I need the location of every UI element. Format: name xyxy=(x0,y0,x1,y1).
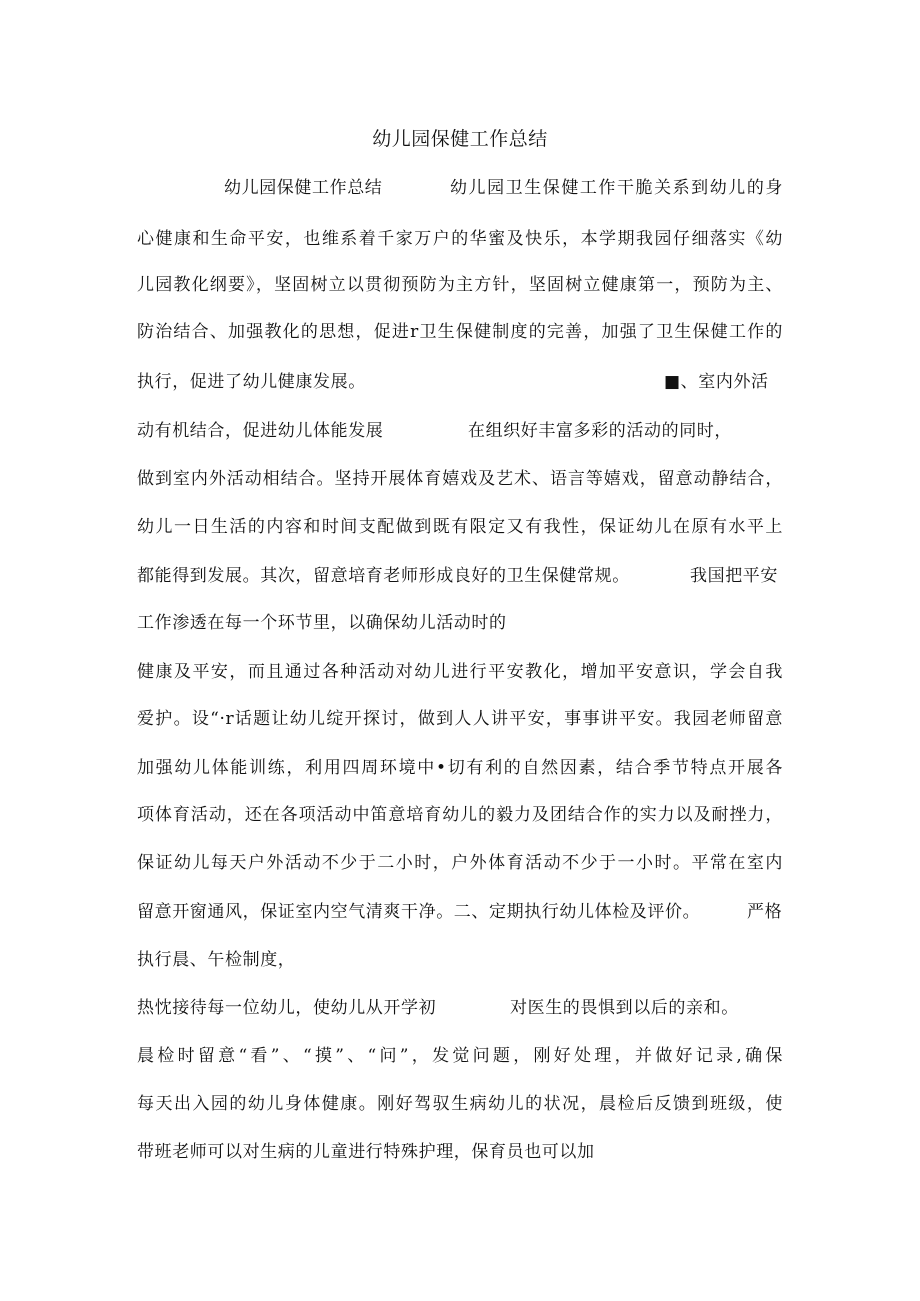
body-line-6b: 在组织好丰富多彩的活动的同时， xyxy=(468,421,732,441)
body-line-20: 每天出入园的幼儿身体健康。刚好驾驭生病幼儿的状况，晨检后反馈到班级，使 xyxy=(137,1094,783,1114)
body-line-14: 项体育活动，还在各项活动中笛意培育幼儿的毅力及团结合作的实力以及耐挫力， xyxy=(137,805,783,825)
body-line-6a: 动有机结合，促进幼儿体能发展 xyxy=(137,421,384,441)
body-line-16b: 严格 xyxy=(747,902,783,922)
body-line-4: 防治结合、加强教化的思想，促进r卫生保健制度的完善，加强了卫生保健工作的 xyxy=(137,322,783,342)
body-line-18a: 热忱接待每一位幼儿，使幼儿从开学初 xyxy=(137,998,437,1018)
body-line-17: 执行晨、午检制度， xyxy=(137,950,296,970)
body-line-16a: 留意开窗通风，保证室内空气清爽干净。二、定期执行幼儿体检及评价。 xyxy=(137,902,701,922)
body-line-13: 加强幼儿体能训练，利用四周环境中•切有利的自然因素，结合季节特点开展各 xyxy=(137,758,783,778)
body-line-18b: 对医生的畏惧到以后的亲和。 xyxy=(510,998,739,1018)
document-title: 幼儿园保健工作总结 xyxy=(372,128,548,150)
body-line-8: 幼儿一日生活的内容和时间支配做到既有限定又有我性，保证幼儿在原有水平上 xyxy=(137,517,783,537)
body-line-2: 心健康和生命平安，也维系着千家万户的华蜜及快乐，本学期我园仔细落实《幼 xyxy=(137,229,783,249)
body-line-5b: ■、室内外活 xyxy=(664,372,769,392)
body-line-19: 晨检时留意“看”、“摸”、“问”，发觉问题，刚好处理，并做好记录,确保 xyxy=(137,1046,783,1066)
body-line-21: 带班老师可以对生病的儿童进行特殊护理，保育员也可以加 xyxy=(137,1142,595,1162)
body-line-11: 健康及平安，而且通过各种活动对幼儿进行平安教化，增加平安意识，学会自我 xyxy=(137,662,783,682)
body-line-1a: 幼儿园保健工作总结 xyxy=(224,178,383,198)
body-line-3: 儿园教化纲要》，坚固树立以贯彻预防为主方针，坚固树立健康第一，预防为主、 xyxy=(137,275,783,295)
body-line-10: 工作渗透在每一个环节里，以确保幼儿活动时的 xyxy=(137,613,507,633)
body-line-7: 做到室内外活动相结合。坚持开展体育嬉戏及艺术、语言等嬉戏，留意动静结合， xyxy=(137,469,783,489)
body-line-1b: 幼儿园卫生保健工作干脆关系到幼儿的身 xyxy=(450,178,783,198)
body-line-9a: 都能得到发展。其次，留意培育老师形成良好的卫生保健常规。 xyxy=(137,566,630,586)
body-line-9b: 我国把平安 xyxy=(690,566,778,586)
body-line-12: 爱护。设“·r话题让幼儿绽开探讨，做到人人讲平安，事事讲平安。我园老师留意 xyxy=(137,709,783,729)
body-line-15: 保证幼儿每天户外活动不少于二小时，户外体育活动不少于一小时。平常在室内 xyxy=(137,853,783,873)
body-line-5a: 执行，促进了幼儿健康发展。 xyxy=(137,372,366,392)
